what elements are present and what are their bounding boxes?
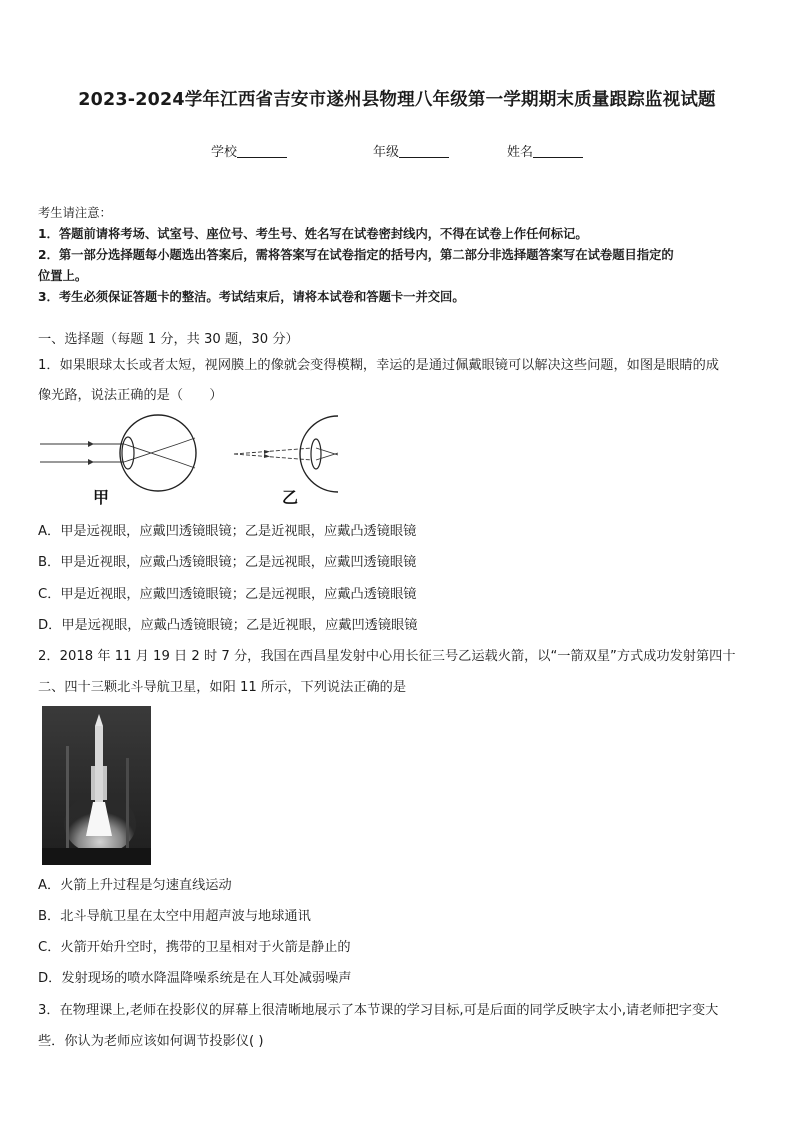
school-field xyxy=(211,141,287,160)
q1-option-a: A．甲是远视眼，应戴凹透镜眼镜；乙是近视眼，应戴凸透镜眼镜 xyxy=(38,524,417,539)
q2-option-a: A．火箭上升过程是匀速直线运动 xyxy=(38,878,232,893)
eye-figure-yi xyxy=(234,416,338,507)
page-title: 2023-2024学年江西省吉安市遂州县物理八年级第一学期期末质量跟踪监视试题 xyxy=(78,90,716,110)
rocket-photo-drawing xyxy=(42,706,151,865)
notice-line-2: 2．第一部分选择题每小题选出答案后，需将答案写在试卷指定的括号内，第二部分非选择题答案写在试卷题目指定的 xyxy=(38,248,674,262)
name-field xyxy=(507,141,583,160)
eye-diagram xyxy=(38,410,338,510)
q1-stem-line-1: 1．如果眼球太长或者太短，视网膜上的像就会变得模糊，幸运的是通过佩戴眼镜可以解决这些问题，如图是眼睛的成 xyxy=(38,358,719,373)
name-label: 姓名 xyxy=(507,145,534,160)
notice-line-1: 1．答题前请将考场、试室号、座位号、考生号、姓名写在试卷密封线内，不得在试卷上作任何标记。 xyxy=(38,227,588,241)
school-blank xyxy=(237,145,287,158)
q2-option-b: B．北斗导航卫星在太空中用超声波与地球通讯 xyxy=(38,909,311,924)
q1-stem-line-2: 像光路，说法正确的是（ ） xyxy=(38,388,223,403)
notice-line-2-cont: 位置上。 xyxy=(38,269,88,283)
q2-stem-line-2: 二、四十三颗北斗导航卫星，如阳 11 所示，下列说法正确的是 xyxy=(38,680,407,695)
q1-option-d: D．甲是远视眼，应戴凸透镜眼镜；乙是近视眼，应戴凹透镜眼镜 xyxy=(38,618,418,633)
q2-option-c: C．火箭开始升空时，携带的卫星相对于火箭是静止的 xyxy=(38,940,351,955)
q2-stem-line-1: 2．2018 年 11 月 19 日 2 时 7 分，我国在西昌星发射中心用长征三号乙运载火箭，以“一箭双星”方式成功发射第四十 xyxy=(38,649,736,664)
fig-label-yi: 乙 xyxy=(282,488,299,507)
eye-figure-jia xyxy=(40,415,196,507)
q2-option-d: D．发射现场的喷水降温降噪系统是在人耳处减弱噪声 xyxy=(38,971,352,986)
fig-label-jia: 甲 xyxy=(93,488,110,507)
grade-label: 年级 xyxy=(373,145,400,160)
notice-heading: 考生请注意： xyxy=(38,206,112,220)
rocket-launch-photo xyxy=(42,706,151,865)
school-label: 学校 xyxy=(211,145,238,160)
name-blank xyxy=(533,145,583,158)
section-heading: 一、选择题（每题 1 分，共 30 题，30 分） xyxy=(38,332,299,347)
q3-stem-line-2: 些．你认为老师应该如何调节投影仪( ) xyxy=(38,1034,264,1049)
q1-option-c: C．甲是近视眼，应戴凹透镜眼镜；乙是远视眼，应戴凸透镜眼镜 xyxy=(38,587,417,602)
grade-field xyxy=(373,141,449,160)
notice-line-3: 3．考生必须保证答题卡的整洁。考试结束后，请将本试卷和答题卡一并交回。 xyxy=(38,290,465,304)
q1-option-b: B．甲是近视眼，应戴凸透镜眼镜；乙是远视眼，应戴凹透镜眼镜 xyxy=(38,555,417,570)
q3-stem-line-1: 3．在物理课上,老师在投影仪的屏幕上很清晰地展示了本节课的学习目标,可是后面的同学反映字太小,请老师把字变大 xyxy=(38,1003,719,1018)
grade-blank xyxy=(399,145,449,158)
